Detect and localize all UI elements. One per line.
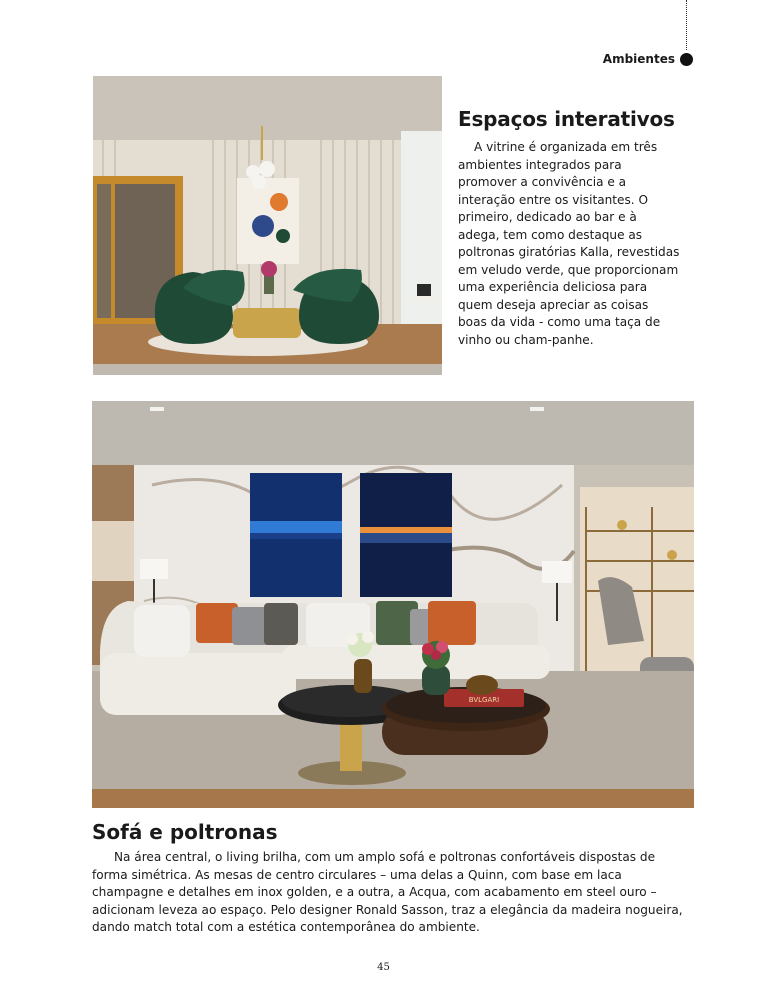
section-body-sofa: Na área central, o living brilha, com um amplo sofá e poltronas confortáveis dispostas de forma simétrica. As mesas de centro circulares – uma delas a Quinn, com base em laca champagne e detalhes em inox golden, e a outra, a Acqua, com acabamento em steel ouro – adicionam leveza ao espaço. Pelo designer Ronald Sasson, traz a elegância da madeira nogueira, dando match total com a estética contemporânea do ambiente.: [92, 850, 683, 934]
section-title-sofa: Sofá e poltronas: [92, 820, 278, 844]
section-tag-dot: [680, 53, 693, 66]
section-tag: [603, 52, 693, 66]
section-tag-label: Ambientes: [602, 52, 675, 66]
book-label: BVLGARI: [468, 696, 500, 704]
section-body-espacos: A vitrine é organizada em três ambientes integrados para promover a convivência e a interação entre os visitantes. O primeiro, dedicado ao bar e à adega, tem como destaque as poltronas giratórias Kalla, revestidas em veludo verde, que proporcionam uma experiência deliciosa para quem deseja apreciar as coisas boas da vida - como uma taça de vinho ou cham-panhe.: [458, 140, 680, 347]
dotted-guide-line: [686, 0, 687, 50]
page-number: 45: [377, 962, 390, 973]
photo-bar-lounge: [93, 76, 442, 375]
photo-living-room: [92, 401, 694, 808]
section-title-espacos: Espaços interativos: [458, 107, 675, 131]
